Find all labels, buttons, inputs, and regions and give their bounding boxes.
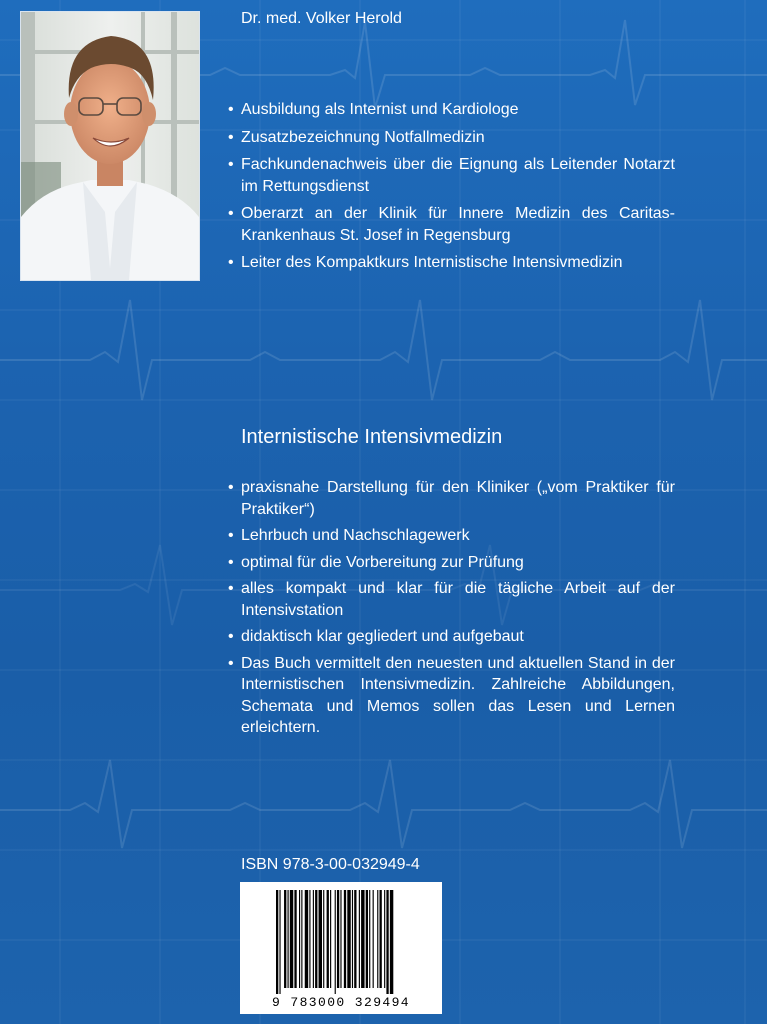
isbn-label: ISBN 978-3-00-032949-4 bbox=[241, 856, 420, 873]
barcode-bar bbox=[354, 890, 356, 988]
barcode-bar bbox=[361, 890, 364, 988]
bullet: • bbox=[228, 654, 234, 672]
feature-text: Das Buch vermittelt den neuesten und aktuellen Stand in der Internistischen Intensivmedizin. Zahlreiche Abbildungen, Schemata und Memos sollen das Lesen und Lernen erleichtern. bbox=[241, 654, 675, 736]
bullet: • bbox=[228, 580, 234, 597]
barcode-bar bbox=[373, 890, 374, 988]
barcode-bar bbox=[313, 890, 314, 988]
barcode bbox=[240, 882, 442, 1014]
feature-text: optimal für die Vorbereitung zur Prüfung bbox=[241, 553, 524, 571]
credential-item bbox=[228, 154, 675, 197]
credential-text: Zusatzbezeichnung Notfallmedizin bbox=[241, 128, 485, 146]
bullet: • bbox=[228, 101, 234, 118]
barcode-bar bbox=[347, 890, 350, 988]
barcode-bar bbox=[315, 890, 317, 988]
barcode-bar bbox=[390, 890, 393, 994]
credential-item bbox=[228, 252, 675, 274]
barcode-bar bbox=[305, 890, 308, 988]
feature-item bbox=[228, 626, 675, 648]
barcode-bar bbox=[294, 890, 296, 988]
barcode-bar bbox=[380, 890, 382, 988]
barcode-icon bbox=[240, 882, 442, 1014]
bullet: • bbox=[228, 156, 234, 173]
barcode-bar bbox=[344, 890, 346, 988]
bullet: • bbox=[228, 628, 234, 645]
barcode-bar bbox=[330, 890, 331, 988]
bullet: • bbox=[228, 479, 234, 496]
bullet: • bbox=[228, 553, 234, 571]
feature-item bbox=[228, 477, 675, 520]
barcode-digits: 9 783000 329494 bbox=[271, 995, 411, 1010]
credential-text: Ausbildung als Internist und Kardiologe bbox=[241, 101, 519, 118]
feature-text: alles kompakt und klar für die tägliche Arbeit auf der Intensivstation bbox=[241, 580, 675, 619]
barcode-bar bbox=[337, 890, 339, 988]
feature-item bbox=[228, 552, 675, 574]
barcode-bar bbox=[299, 890, 300, 988]
author-photo bbox=[20, 11, 200, 281]
barcode-bar bbox=[288, 890, 289, 988]
credential-item bbox=[228, 127, 675, 149]
barcode-bar bbox=[284, 890, 286, 988]
bullet: • bbox=[228, 254, 234, 271]
credential-text: Oberarzt an der Klinik für Innere Medizin des Caritas-Krankenhaus St. Josef in Regensburg bbox=[241, 205, 675, 244]
barcode-bar bbox=[369, 890, 370, 988]
barcode-bar bbox=[279, 890, 280, 994]
barcode-bar bbox=[290, 890, 293, 988]
feature-item bbox=[228, 525, 675, 547]
barcode-bar bbox=[327, 890, 329, 988]
barcode-bar bbox=[301, 890, 302, 988]
feature-text: Lehrbuch und Nachschlagewerk bbox=[241, 527, 470, 544]
author-credentials-list bbox=[228, 99, 675, 280]
barcode-bars bbox=[276, 890, 393, 994]
barcode-bar bbox=[309, 890, 310, 988]
portrait-photo-icon bbox=[21, 12, 199, 280]
barcode-bar bbox=[352, 890, 353, 988]
barcode-bar bbox=[323, 890, 324, 988]
barcode-bar bbox=[319, 890, 322, 988]
barcode-bar bbox=[359, 890, 360, 988]
barcode-bar bbox=[276, 890, 278, 994]
feature-item bbox=[228, 578, 675, 621]
feature-text: didaktisch klar gegliedert und aufgebaut bbox=[241, 628, 524, 645]
bullet: • bbox=[228, 128, 234, 146]
credential-text: Leiter des Kompaktkurs Internistische Intensivmedizin bbox=[241, 254, 623, 271]
book-features-list bbox=[228, 477, 675, 744]
barcode-bar bbox=[377, 890, 378, 988]
feature-text: praxisnahe Darstellung für den Kliniker („vom Praktiker für Praktiker“) bbox=[241, 479, 675, 518]
book-title: Internistische Intensivmedizin bbox=[241, 426, 503, 448]
credential-item bbox=[228, 203, 675, 246]
barcode-bar bbox=[386, 890, 388, 994]
barcode-bar bbox=[340, 890, 341, 988]
bullet: • bbox=[228, 527, 234, 544]
barcode-bar bbox=[366, 890, 368, 988]
barcode-bar bbox=[384, 890, 385, 988]
bullet: • bbox=[228, 205, 234, 222]
credential-text: Fachkundenachweis über die Eignung als Leitender Notarzt im Rettungsdienst bbox=[241, 156, 675, 195]
barcode-bar bbox=[335, 890, 336, 994]
feature-item bbox=[228, 653, 675, 739]
credential-item bbox=[228, 99, 675, 121]
author-name: Dr. med. Volker Herold bbox=[241, 10, 402, 27]
